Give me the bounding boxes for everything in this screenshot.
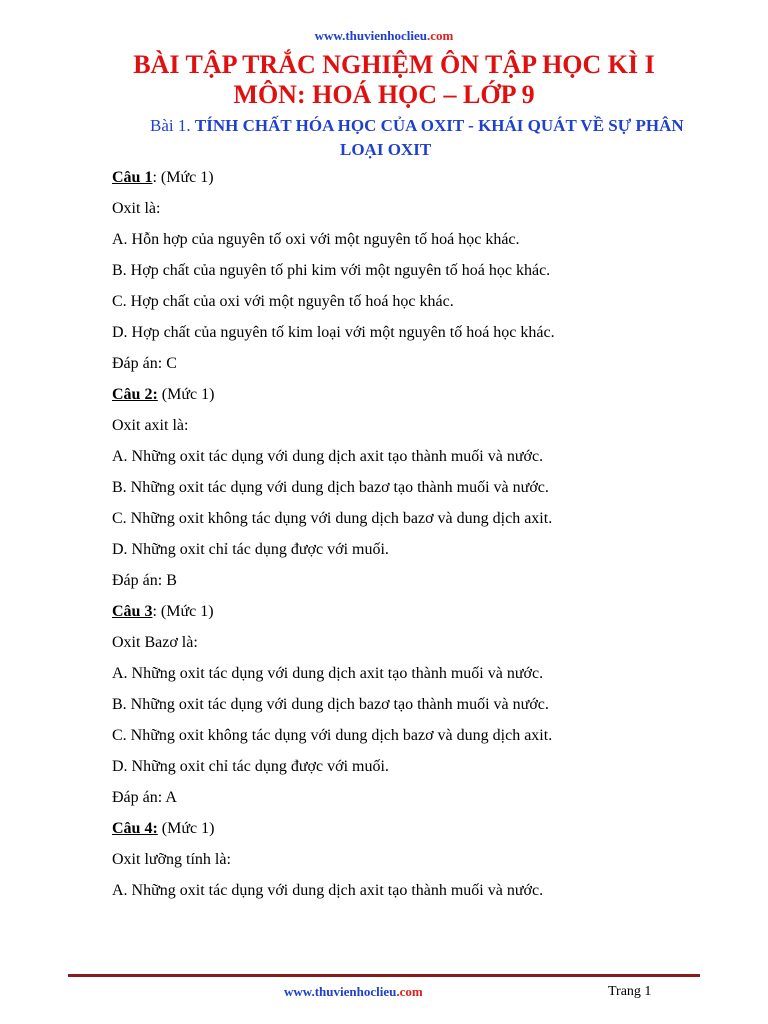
footer-divider — [68, 974, 700, 977]
lesson-heading — [150, 114, 690, 162]
option-d: D. Những oxit chỉ tác dụng được với muối. — [112, 541, 389, 558]
option-c: C. Hợp chất của oxi với một nguyên tố hoá học khác. — [112, 293, 454, 310]
option-b: B. Hợp chất của nguyên tố phi kim với một nguyên tố hoá học khác. — [112, 262, 551, 279]
document-title-line2: MÔN: HOÁ HỌC – LỚP 9 — [233, 80, 535, 109]
option-b: B. Những oxit tác dụng với dung dịch bazơ tạo thành muối và nước. — [112, 696, 549, 713]
lesson-prefix: Bài 1. — [150, 116, 191, 135]
header-site-name: www.thuvienhoclieu — [314, 28, 427, 43]
page-number: Trang 1 — [608, 984, 652, 999]
answer-line: Đáp án: A — [112, 789, 177, 806]
question-level: : (Mức 1) — [152, 169, 214, 186]
question-prompt: Oxit axit là: — [112, 417, 189, 434]
option-b: B. Những oxit tác dụng với dung dịch bazơ tạo thành muối và nước. — [112, 479, 549, 496]
header-site-url[interactable] — [0, 28, 768, 44]
question-header — [112, 819, 732, 850]
question-prompt: Oxit lưỡng tính là: — [112, 851, 231, 868]
questions-content — [112, 168, 732, 912]
question-header — [112, 168, 732, 199]
document-title-line1: BÀI TẬP TRẮC NGHIỆM ÔN TẬP HỌC KÌ I — [133, 50, 655, 79]
question-label: Câu 3 — [112, 603, 153, 620]
question-level: : (Mức 1) — [152, 603, 214, 620]
answer-line: Đáp án: C — [112, 355, 177, 372]
question-level: (Mức 1) — [157, 820, 215, 837]
option-d: D. Những oxit chỉ tác dụng được với muối. — [112, 758, 389, 775]
question-label: Câu 1 — [112, 169, 153, 186]
option-a: A. Những oxit tác dụng với dung dịch axit tạo thành muối và nước. — [112, 665, 544, 682]
question-header — [112, 385, 732, 416]
option-c: C. Những oxit không tác dụng với dung dịch bazơ và dung dịch axit. — [112, 727, 553, 744]
footer-site-name: www.thuvienhoclieu — [284, 984, 397, 999]
lesson-title-part2: LOẠI OXIT — [340, 140, 432, 159]
question-prompt: Oxit là: — [112, 200, 161, 217]
footer-site-tld: .com — [396, 984, 423, 999]
option-a: A. Hỗn hợp của nguyên tố oxi với một nguyên tố hoá học khác. — [112, 231, 520, 248]
answer-line: Đáp án: B — [112, 572, 177, 589]
question-prompt: Oxit Bazơ là: — [112, 634, 198, 651]
lesson-title-part1: TÍNH CHẤT HÓA HỌC CỦA OXIT - KHÁI QUÁT VỀ SỰ PHÂN — [194, 116, 684, 135]
question-level: (Mức 1) — [157, 386, 215, 403]
header-site-tld: .com — [426, 28, 454, 43]
footer-site-url[interactable] — [284, 984, 423, 1000]
option-a: A. Những oxit tác dụng với dung dịch axit tạo thành muối và nước. — [112, 448, 544, 465]
option-d: D. Hợp chất của nguyên tố kim loại với một nguyên tố hoá học khác. — [112, 324, 555, 341]
question-header — [112, 602, 732, 633]
option-c: C. Những oxit không tác dụng với dung dịch bazơ và dung dịch axit. — [112, 510, 553, 527]
question-label: Câu 4: — [112, 820, 158, 837]
question-label: Câu 2: — [112, 386, 158, 403]
option-a: A. Những oxit tác dụng với dung dịch axit tạo thành muối và nước. — [112, 882, 544, 899]
